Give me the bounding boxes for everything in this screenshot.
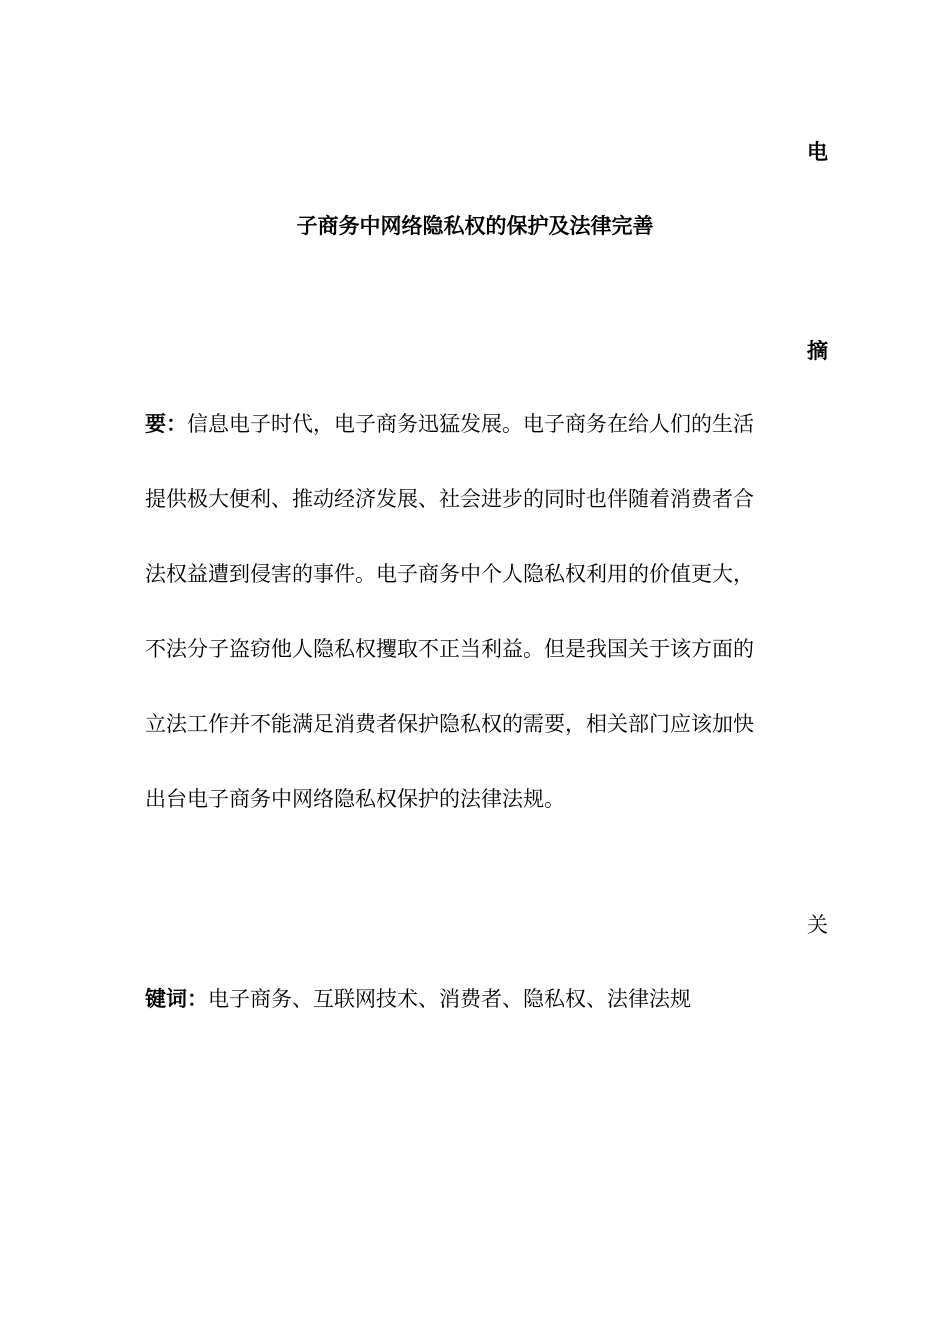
document-title: 子商务中网络隐私权的保护及法律完善 [296, 214, 654, 238]
abstract-line [145, 409, 754, 439]
abstract-label: 要： [145, 412, 187, 436]
abstract-line: 出台电子商务中网络隐私权保护的法律法规。 [145, 787, 565, 811]
keywords-text: 电子商务、互联网技术、消费者、隐私权、法律法规 [208, 987, 691, 1011]
abstract-label-first-char: 摘 [807, 339, 828, 363]
abstract-line: 提供极大便利、推动经济发展、社会进步的同时也伴随着消费者合 [145, 487, 754, 511]
abstract-text: 信息电子时代，电子商务迅猛发展。电子商务在给人们的生活 [187, 412, 754, 436]
abstract-line: 不法分子盗窃他人隐私权攫取不正当利益。但是我国关于该方面的 [145, 637, 754, 661]
keywords-label-first-char: 关 [807, 913, 828, 937]
title-first-char: 电 [807, 140, 828, 164]
abstract-line: 法权益遭到侵害的事件。电子商务中个人隐私权利用的价值更大， [145, 562, 754, 586]
keywords-line [145, 984, 691, 1014]
keywords-label: 键词： [145, 987, 208, 1011]
abstract-line: 立法工作并不能满足消费者保护隐私权的需要，相关部门应该加快 [145, 712, 754, 736]
